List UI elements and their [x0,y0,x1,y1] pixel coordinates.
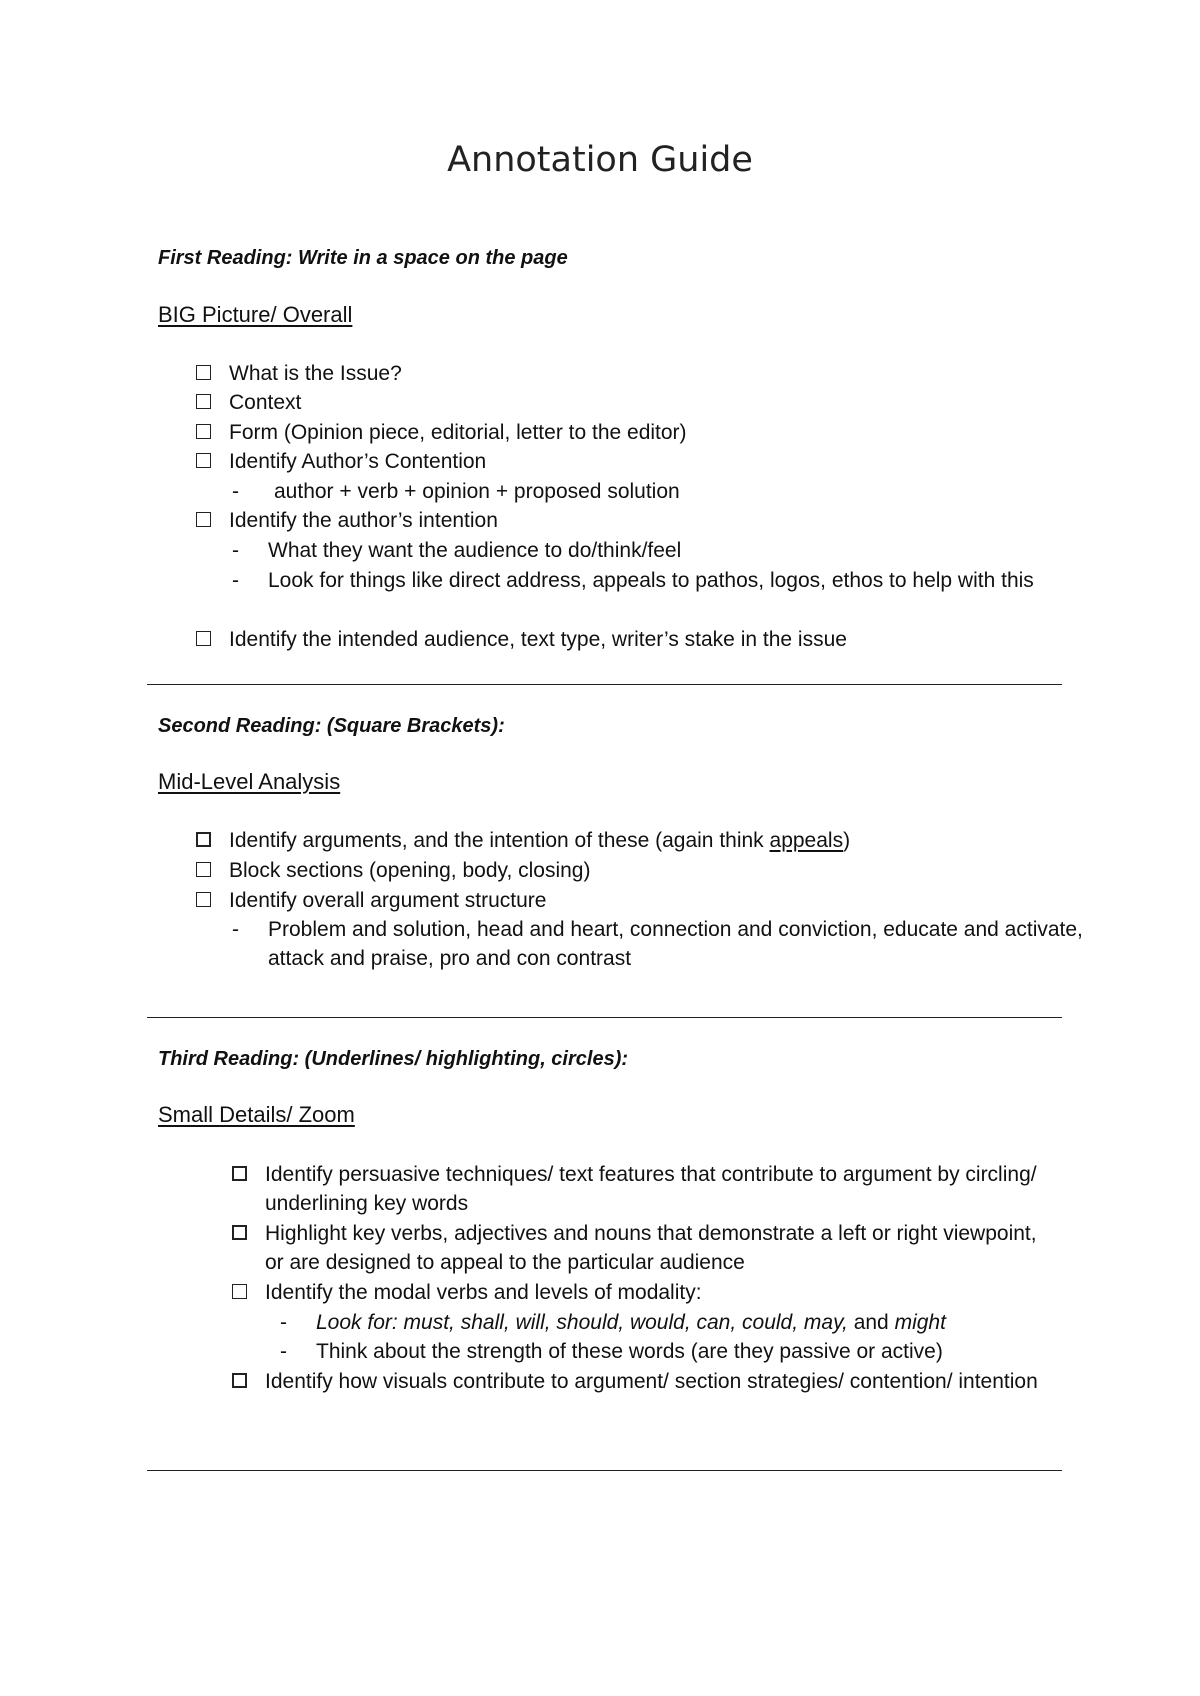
checkbox-icon[interactable] [196,631,211,646]
checkbox-icon[interactable] [196,512,211,527]
checkbox-icon[interactable] [232,1225,247,1240]
section-divider [147,684,1062,685]
checklist-item: Block sections (opening, body, closing) [196,856,590,885]
checkbox-icon[interactable] [232,1166,247,1181]
first-reading-label: First Reading: Write in a space on the page [158,247,568,269]
checklist-item: Highlight key verbs, adjectives and nouns that demonstrate a left or right viewpoint, or are designed to appeal to the particular audience [232,1219,1045,1277]
section-divider [147,1470,1062,1471]
checklist-item: Identify how visuals contribute to argument/ section strategies/ contention/ intention [232,1367,1045,1396]
checkbox-icon[interactable] [196,862,211,877]
checklist-item: Identify the intended audience, text type, writer’s stake in the issue [196,625,847,654]
checkbox-icon[interactable] [232,1284,247,1299]
checklist-item: Identify the author’s intention [196,506,498,535]
checklist-item: Identify overall argument structure [196,886,546,915]
checklist-item: Context [196,388,301,417]
checkbox-icon[interactable] [196,365,211,380]
section-divider [147,1017,1062,1018]
checkbox-icon[interactable] [232,1373,247,1388]
checklist-item: What is the Issue? [196,359,402,388]
checkbox-icon[interactable] [196,453,211,468]
sub-item: - Problem and solution, head and heart, connection and conviction, educate and activate, attack and praise, pro and con contrast [232,918,1083,970]
sub-item: - author + verb + opinion + proposed solution [232,480,680,503]
sub-item: - What they want the audience to do/think/feel [232,539,682,562]
second-reading-label: Second Reading: (Square Brackets): [158,715,505,737]
big-picture-heading: BIG Picture/ Overall [158,302,353,327]
third-reading-label: Third Reading: (Underlines/ highlighting, circles): [158,1048,629,1070]
underlined-word: appeals [769,829,844,852]
checklist-item: Identify the modal verbs and levels of modality: [232,1278,702,1307]
checklist-item: Identify Author’s Contention [196,447,486,476]
page-title: Annotation Guide [447,140,753,180]
checkbox-icon[interactable] [196,832,211,847]
checklist-item: Form (Opinion piece, editorial, letter to the editor) [196,418,687,447]
sub-item: - Think about the strength of these words (are they passive or active) [280,1340,943,1363]
checkbox-icon[interactable] [196,424,211,439]
checklist-item: Identify persuasive techniques/ text features that contribute to argument by circling/ underlining key words [232,1160,1045,1218]
checkbox-icon[interactable] [196,892,211,907]
sub-item: - Look for: must, shall, will, should, would, can, could, may, and might [280,1311,946,1334]
checkbox-icon[interactable] [196,394,211,409]
sub-item: - Look for things like direct address, appeals to pathos, logos, ethos to help with this [232,569,1034,592]
small-details-heading: Small Details/ Zoom [158,1102,355,1127]
mid-level-heading: Mid-Level Analysis [158,769,341,794]
checklist-item: Identify arguments, and the intention of these (again think appeals) [196,826,850,855]
